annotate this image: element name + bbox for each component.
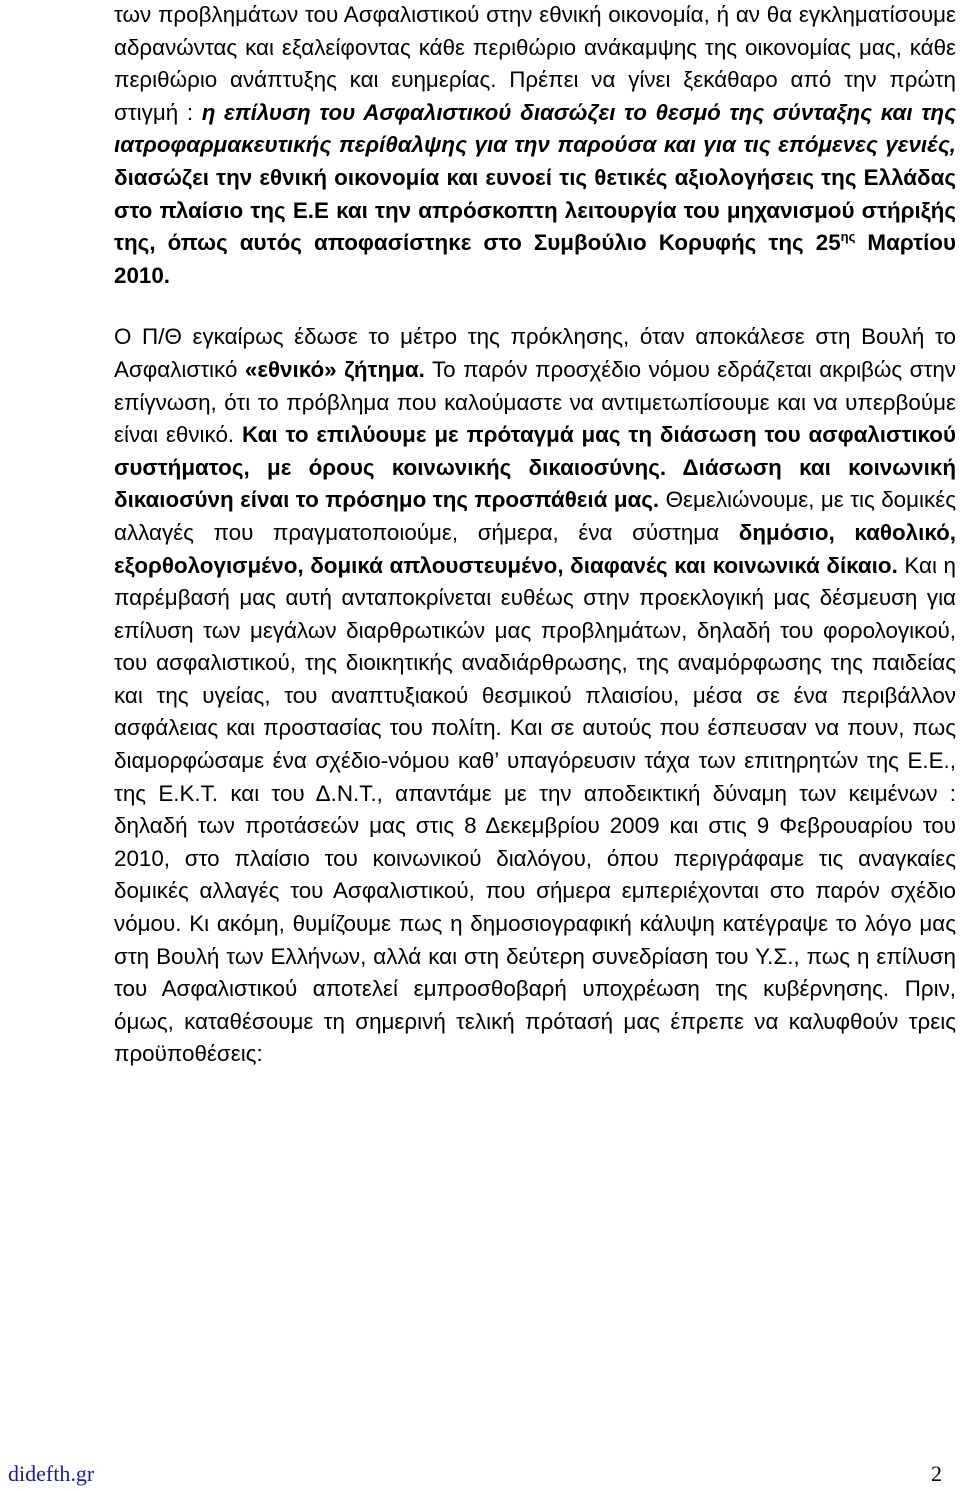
document-page xyxy=(114,0,956,1071)
paragraph-2-bold-c: δημόσιο, καθολικό, εξορθολογισμένο, δομικά απλουστευμένο, διαφανές και κοινωνικά δίκαιο. xyxy=(114,519,956,578)
page-number: 2 xyxy=(931,1461,942,1486)
paragraph-1-emphasis: η επίλυση του Ασφαλιστικού διασώζει το θεσμό της σύνταξης και της ιατροφαρμακευτικής περίθαλψης για την παρούσα και για τις επόμενες γενιές, xyxy=(114,99,956,158)
paragraph-2-bold-a: «εθνικό» ζήτημα. xyxy=(244,356,425,382)
paragraph-2-bold-b: Και το επιλύουμε με πρόταγμά μας τη διάσωση του ασφαλιστικού συστήματος, με όρους κοινωνικής δικαιοσύνης. Διάσωση και κοινωνική δικαιοσύνη είναι το πρόσημο της προσπάθειά μας. xyxy=(114,422,957,513)
paragraph-2-text-d: Και η παρέμβασή μας αυτή ανταποκρίνεται ευθέως στην προεκλογική μας δέσμευση για επίλυση των μεγάλων διαρθρωτικών μας προβλημάτων, δηλαδή του φορολογικού, του ασφαλιστικού, της διοικητικής αναδιάρθρωσης, της αναμόρφωσης της παιδείας και της υγείας, του αναπτυξιακού θεσμικού πλαισίου, μέσα σε ένα περιβάλλον ασφάλειας και προστασίας του πολίτη. Και σε αυτούς που έσπευσαν να πουν, πως διαμορφώσαμε ένα σχέδιο-νόμου καθ’ υπαγόρευσιν τάχα των επιτηρητών της Ε.Ε., της Ε.Κ.Τ. και του Δ.Ν.Τ., απαντάμε με την αποδεικτική δύναμη των κειμένων : δηλαδή των προτάσεών μας στις 8 Δεκεμβρίου 2009 και στις 9 Φεβρουαρίου του 2010, στο πλαίσιο του κοινωνικού διαλόγου, όπου περιγράφαμε τις αναγκαίες δομικές αλλαγές του Ασφαλιστικού, που σήμερα εμπεριέχονται στο παρόν σχέδιο νόμου. Κι ακόμη, θυμίζουμε πως η δημοσιογραφική κάλυψη κατέγραψε το λόγο μας στη Βουλή των Ελλήνων, αλλά και στη δεύτερη συνεδρίαση του Υ.Σ., πως η επίλυση του Ασφαλιστικού αποτελεί εμπροσθοβαρή υποχρέωση της κυβέρνησης. Πριν, όμως, καταθέσουμε τη σημερινή τελική πρότασή μας έπρεπε να καλυφθούν τρεις προϋποθέσεις: xyxy=(114,552,956,1067)
page-footer xyxy=(0,1461,960,1491)
paragraph-2-text-c: Θεμελιώνουμε, με τις δομικές αλλαγές που πραγματοποιούμε, σήμερα, ένα σύστημα xyxy=(114,487,956,545)
paragraph-2-text-b: Το παρόν προσχέδιο νόμου εδράζεται ακριβώς στην επίγνωση, ότι το πρόβλημα που καλούμαστε να αντιμετωπίσουμε και να υπερβούμε είναι εθνικό. xyxy=(114,356,956,448)
footer-site-link[interactable]: didefth.gr xyxy=(8,1461,95,1486)
ordinal-superscript: ης xyxy=(840,229,856,245)
paragraph-2-text-a: Ο Π/Θ εγκαίρως έδωσε το μέτρο της πρόκλησης, όταν αποκάλεσε στη Βουλή το Ασφαλιστικό xyxy=(114,324,956,382)
paragraph-1-text-a: των προβλημάτων του Ασφαλιστικού στην εθνική οικονομία, ή αν θα εγκληματίσουμε αδρανώντας και εξαλείφοντας κάθε περιθώριο ανάκαμψης της οικονομίας μας, κάθε περιθώριο ανάπτυξης και ευημερίας. Πρέπει να γίνει ξεκάθαρο από την πρώτη στιγμή : xyxy=(114,2,956,125)
paragraph-1-bold-b: Μαρτίου 2010. xyxy=(114,230,957,288)
paragraph-1-bold-a: διασώζει την εθνική οικονομία και ευνοεί τις θετικές αξιολογήσεις της Ελλάδας στο πλαίσιο της Ε.Ε και την απρόσκοπτη λειτουργία του μηχανισμού στήριξής της, όπως αυτός αποφασίστηκε στο Συμβούλιο Κορυφής της 25 xyxy=(114,164,956,256)
paragraph-2 xyxy=(114,321,956,1071)
paragraph-1 xyxy=(114,0,956,292)
